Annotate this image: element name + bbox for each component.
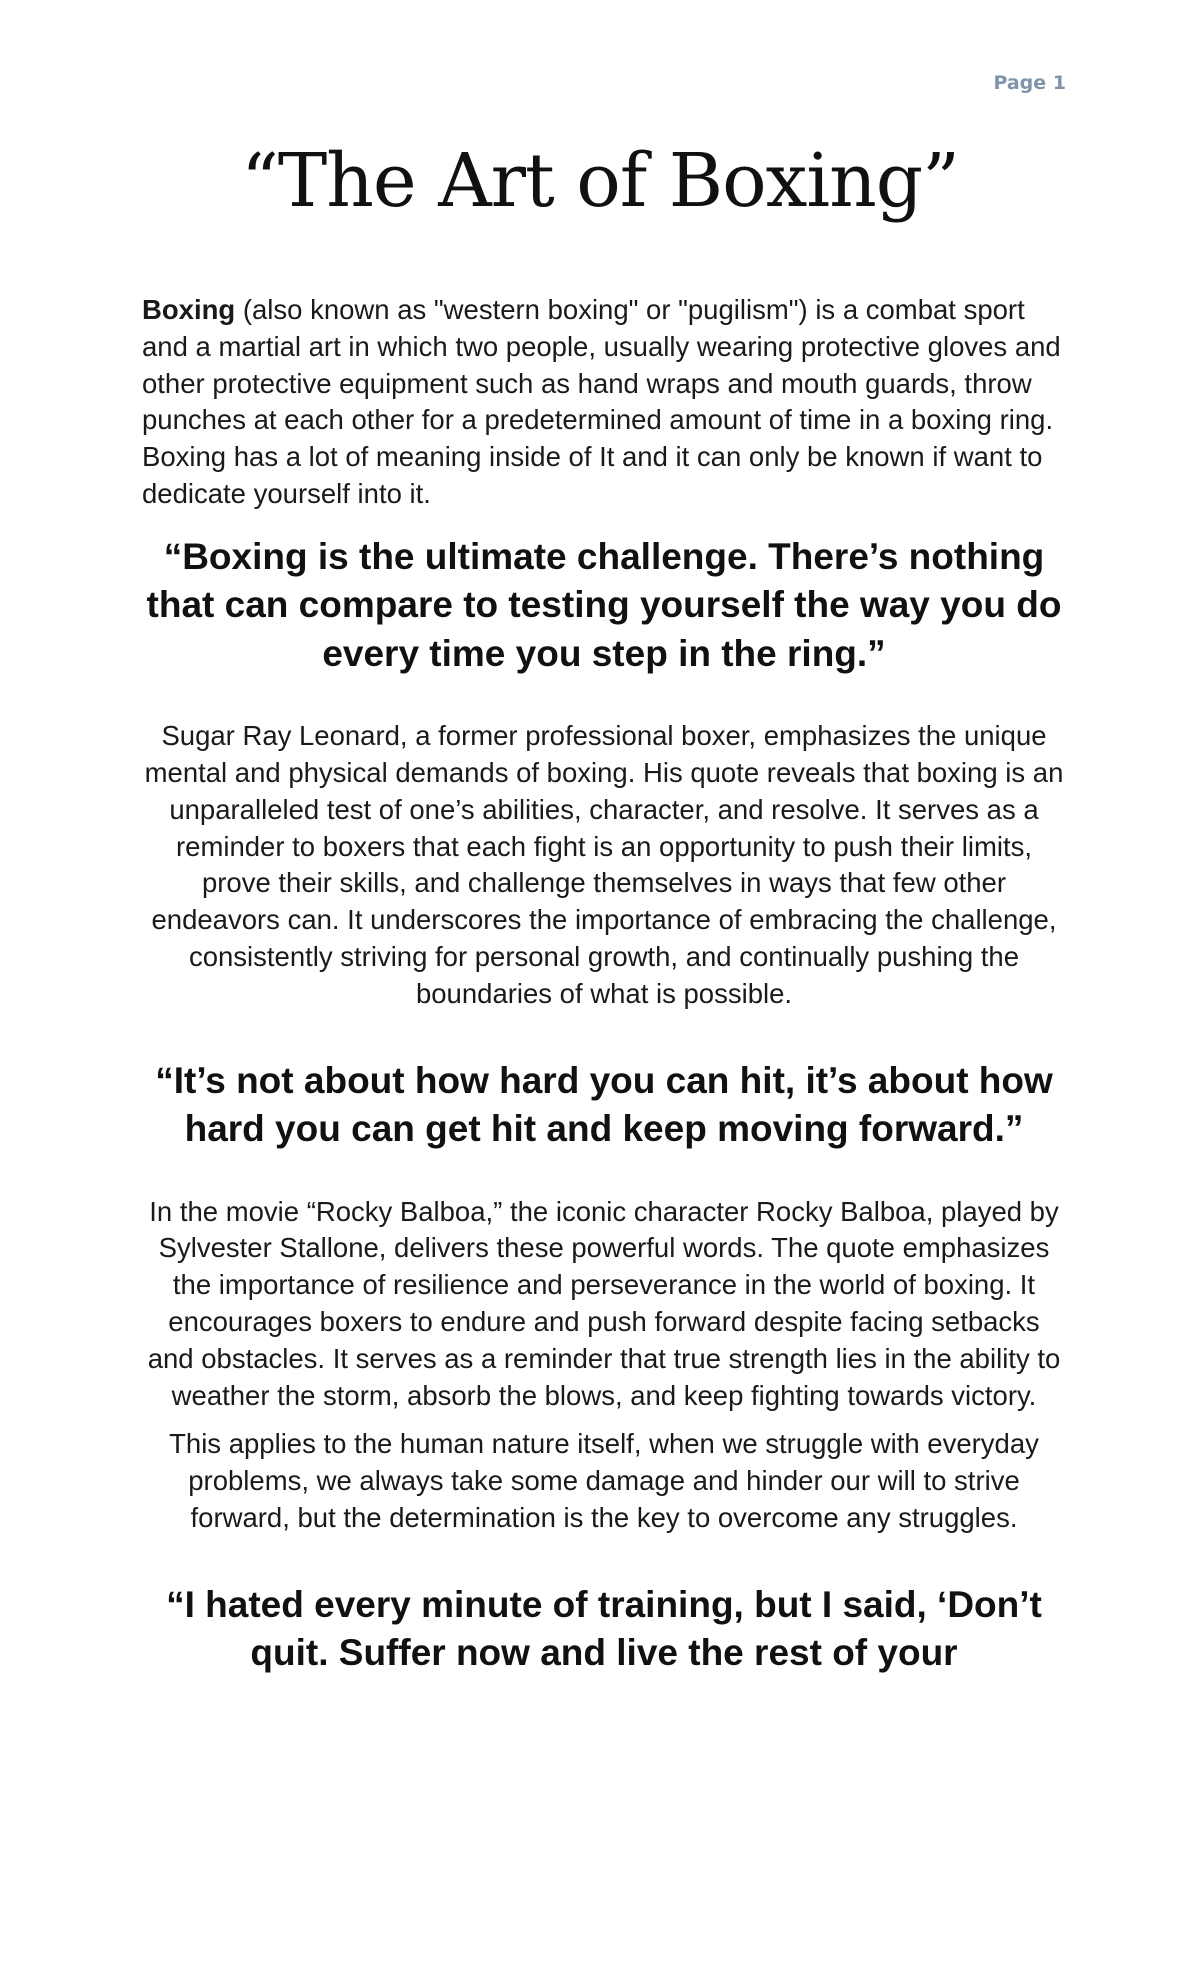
paragraph-rocky-commentary: In the movie “Rocky Balboa,” the iconic character Rocky Balboa, played by Sylvester Stallone, delivers these powerful words. The quote emphasizes the importance of resilience and perseverance in the world of boxing. It encourages boxers to endure and push forward despite facing setbacks and obstacles. It serves as a reminder that true strength lies in the ability to weather the storm, absorb the blows, and keep fighting towards victory.: [147, 1195, 1061, 1411]
page-number: Page 1: [993, 72, 1066, 94]
intro-text: (also known as "western boxing" or "pugilism") is a combat sport and a martial art in which two people, usually wearing protective gloves and other protective equipment such as hand wraps and mouth guards, throw punches at each other for a predetermined amount of time in a boxing ring. Boxing has a lot of meaning inside of It and it can only be known if want to dedicate yourself into it.: [142, 294, 1061, 509]
document-body: [142, 292, 1066, 1718]
quote-rocky: “It’s not about how hard you can hit, it’s about how hard you can get hit and keep moving forward.”: [155, 1059, 1053, 1150]
document-title: “The Art of Boxing”: [241, 138, 959, 224]
quote-leonard: “Boxing is the ultimate challenge. There’s nothing that can compare to testing yourself the way you do every time you step in the ring.”: [146, 535, 1062, 674]
intro-lead-term: Boxing: [142, 294, 236, 325]
paragraph-human-nature: This applies to the human nature itself, when we struggle with everyday problems, we always take some damage and hinder our will to strive forward, but the determination is the key to overcome any struggles.: [169, 1428, 1039, 1534]
intro-paragraph: [142, 292, 1066, 513]
quote-training: “I hated every minute of training, but I said, ‘Don’t quit. Suffer now and live the rest of your: [166, 1583, 1042, 1674]
paragraph-leonard-commentary: Sugar Ray Leonard, a former professional boxer, emphasizes the unique mental and physical demands of boxing. His quote reveals that boxing is an unparalleled test of one’s abilities, character, and resolve. It serves as a reminder to boxers that each fight is an opportunity to push their limits, prove their skills, and challenge themselves in ways that few other endeavors can. It underscores the importance of embracing the challenge, consistently striving for personal growth, and continually pushing the boundaries of what is possible.: [144, 720, 1064, 1009]
